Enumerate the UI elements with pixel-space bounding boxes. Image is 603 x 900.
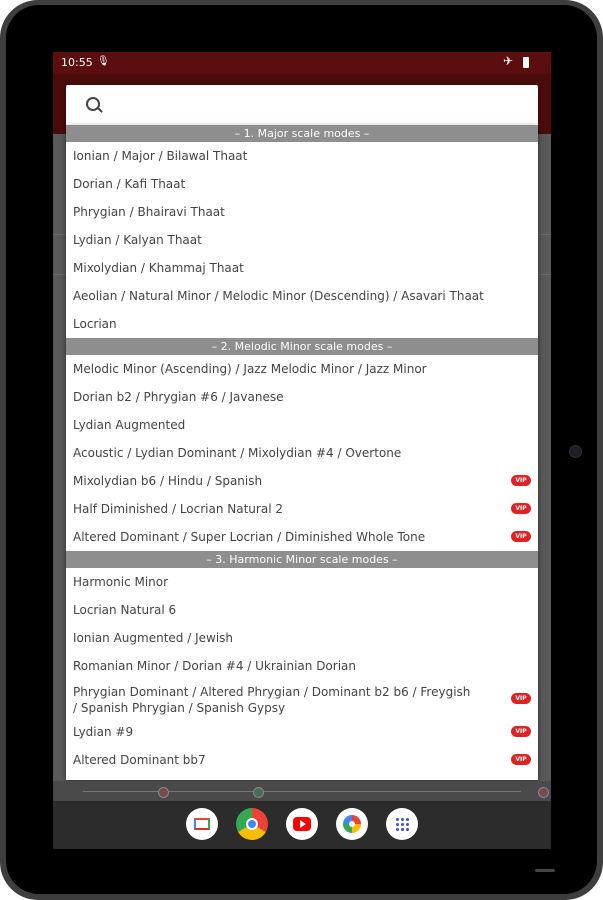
- scale-option[interactable]: [66, 746, 538, 774]
- section-header: – 3. Harmonic Minor scale modes –: [66, 551, 538, 568]
- scale-option-label: Ionian Augmented / Jewish: [73, 631, 234, 645]
- scale-option-label: Acoustic / Lydian Dominant / Mixolydian #4 / Overtone: [73, 446, 402, 460]
- vip-badge: VIP: [511, 531, 531, 542]
- screen: [53, 52, 551, 849]
- scale-option[interactable]: [66, 170, 538, 198]
- chrome-glyph: [246, 818, 258, 830]
- search-input[interactable]: [114, 93, 518, 121]
- scale-option[interactable]: [66, 523, 538, 551]
- airplane-mode-icon: ✈: [503, 54, 514, 68]
- scale-option[interactable]: [66, 383, 538, 411]
- youtube-glyph: [293, 817, 311, 831]
- scale-option-label: Harmonic Minor: [73, 575, 169, 589]
- photos-icon[interactable]: [336, 808, 368, 840]
- scale-option[interactable]: [66, 439, 538, 467]
- scale-option[interactable]: [66, 355, 538, 383]
- scale-option[interactable]: [66, 467, 538, 495]
- scale-option[interactable]: [66, 282, 538, 310]
- grid-dot: [396, 818, 399, 821]
- scale-option-label: Mixolydian b6 / Hindu / Spanish: [73, 474, 263, 488]
- grid-dot: [406, 818, 409, 821]
- scale-option-label: Dorian b2 / Phrygian #6 / Javanese: [73, 390, 284, 404]
- grid-dot: [401, 828, 404, 831]
- scale-option[interactable]: [66, 624, 538, 652]
- scale-option-label: Lydian #9: [73, 725, 134, 739]
- scale-option-label: Altered Dominant / Super Locrian / Diminished Whole Tone: [73, 530, 426, 544]
- grid-dot: [396, 828, 399, 831]
- fretboard-strip: [53, 781, 551, 801]
- photos-glyph: [343, 815, 361, 833]
- scale-option[interactable]: [66, 411, 538, 439]
- chrome-icon[interactable]: [236, 808, 268, 840]
- scale-dropdown-list[interactable]: [66, 125, 538, 780]
- grid-dot: [401, 823, 404, 826]
- vip-badge: VIP: [511, 693, 531, 704]
- scale-option[interactable]: [66, 198, 538, 226]
- gmail-icon[interactable]: [186, 808, 218, 840]
- grid-dot: [406, 823, 409, 826]
- scale-option-label: Mixolydian / Khammaj Thaat: [73, 261, 244, 275]
- scale-option[interactable]: [66, 652, 538, 680]
- status-bar: [53, 52, 551, 74]
- grid-dot: [396, 823, 399, 826]
- note-dot: [253, 787, 264, 798]
- grid-dot: [401, 818, 404, 821]
- app-drawer-icon[interactable]: [386, 808, 418, 840]
- gmail-glyph: [194, 818, 210, 830]
- status-clock: 10:55: [61, 56, 93, 69]
- mic-icon: 🎙: [97, 56, 110, 67]
- scale-option-label: Romanian Minor / Dorian #4 / Ukrainian Dorian: [73, 659, 356, 673]
- front-camera: [569, 445, 582, 458]
- section-header: – 1. Major scale modes –: [66, 125, 538, 142]
- note-dot: [158, 787, 169, 798]
- scale-option[interactable]: [66, 568, 538, 596]
- scale-option[interactable]: [66, 310, 538, 338]
- search-bar[interactable]: [66, 85, 538, 127]
- scale-option-label: Altered Dominant bb7: [73, 753, 206, 767]
- scale-option[interactable]: [66, 142, 538, 170]
- scale-option[interactable]: [66, 495, 538, 523]
- scale-option-label: Lydian / Kalyan Thaat: [73, 233, 202, 247]
- youtube-icon[interactable]: [286, 808, 318, 840]
- scale-option-label: Locrian Natural 6: [73, 603, 177, 617]
- scale-option-label: Melodic Minor (Ascending) / Jazz Melodic Minor / Jazz Minor: [73, 362, 427, 376]
- scale-option-label: Half Diminished / Locrian Natural 2: [73, 502, 283, 516]
- vip-badge: VIP: [511, 503, 531, 514]
- scale-option-label: Dorian / Kafi Thaat: [73, 177, 186, 191]
- scale-option[interactable]: [66, 226, 538, 254]
- gesture-handle: [535, 869, 555, 872]
- scale-option-label: Lydian Augmented: [73, 418, 186, 432]
- vip-badge: VIP: [511, 726, 531, 737]
- scale-option-label: Ionian / Major / Bilawal Thaat: [73, 149, 248, 163]
- grid-dot: [406, 828, 409, 831]
- scale-option-label: Phrygian Dominant / Altered Phrygian / Dominant b2 b6 / Freygish / Spanish Phrygian / Spanish Gypsy: [73, 685, 471, 715]
- fret-line: [83, 791, 521, 792]
- scale-option[interactable]: [66, 680, 538, 718]
- search-icon: [86, 97, 100, 111]
- scale-option[interactable]: [66, 718, 538, 746]
- scale-option-label: Phrygian / Bhairavi Thaat: [73, 205, 225, 219]
- vip-badge: VIP: [511, 754, 531, 765]
- scale-option[interactable]: [66, 596, 538, 624]
- vip-badge: VIP: [511, 475, 531, 486]
- app-dock: [53, 801, 551, 849]
- scale-option-label: Locrian: [73, 317, 117, 331]
- scale-option-label: Aeolian / Natural Minor / Melodic Minor (Descending) / Asavari Thaat: [73, 289, 484, 303]
- scale-option[interactable]: [66, 254, 538, 282]
- section-header: – 2. Melodic Minor scale modes –: [66, 338, 538, 355]
- note-dot: [538, 787, 549, 798]
- battery-icon: [523, 57, 529, 68]
